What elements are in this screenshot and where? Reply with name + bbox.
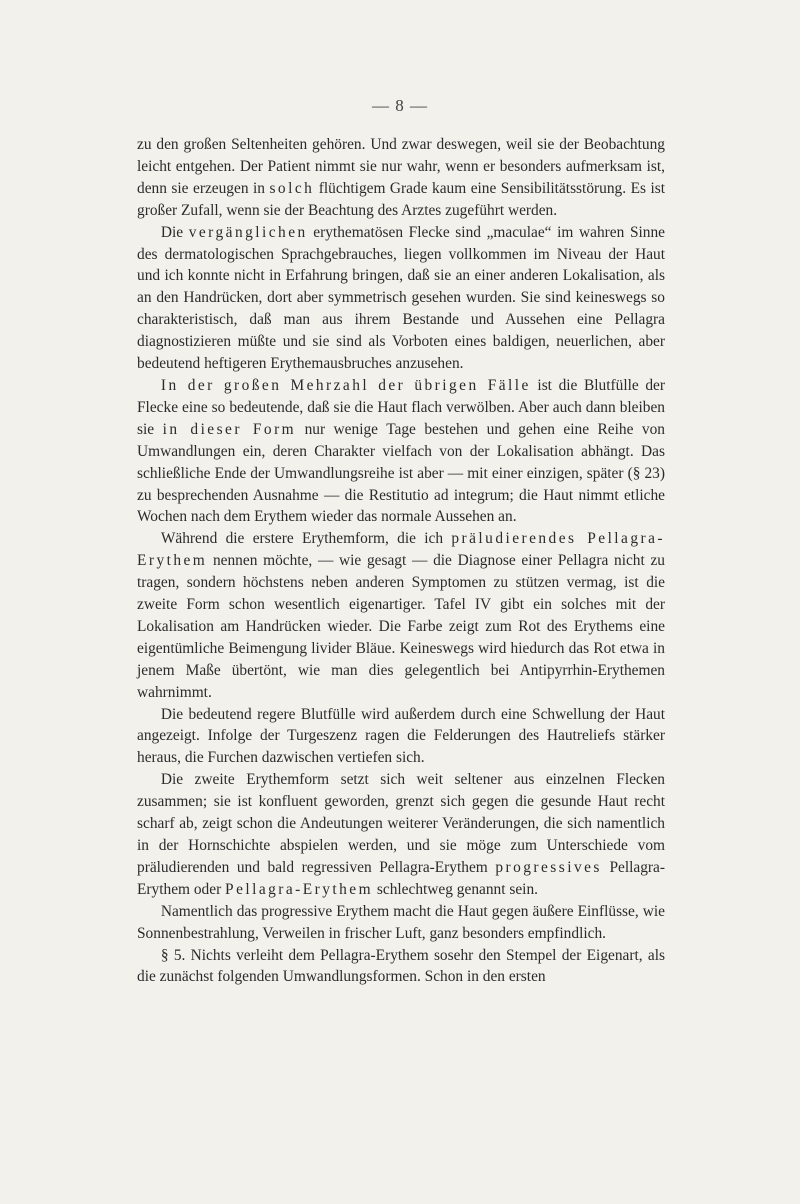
- spaced-emphasis: Pellagra-Erythem: [225, 880, 374, 898]
- paragraph: [137, 528, 665, 703]
- paragraph: [137, 945, 665, 989]
- body-text: [137, 134, 665, 988]
- text-run: Die: [160, 223, 189, 241]
- text-run: Die bedeutend regere Blutfülle wird außerdem durch eine Schwellung der Haut angezeigt. Infolge der Turgeszenz ragen die Felderungen des Hautreliefs stärker heraus, die Furchen dazwischen vertiefen sich.: [137, 705, 665, 767]
- text-run: nur wenige Tage bestehen und gehen eine Reihe von Umwandlungen ein, deren Charakter vielfach von der Lokalisation abhängt. Das schließliche Ende der Umwandlungsreihe ist aber — mit einer einzigen, später (§ 23) zu besprechenden Ausnahme — die Restitutio ad integrum; die Haut nimmt etliche Wochen nach dem Erythem wieder das normale Aussehen an.: [137, 420, 665, 526]
- paragraph: [137, 704, 665, 770]
- spaced-emphasis: in dieser Form: [162, 420, 297, 438]
- spaced-emphasis: vergänglichen: [188, 223, 308, 241]
- paragraph: [137, 769, 665, 900]
- text-run: Die zweite Erythemform setzt sich weit seltener aus einzelnen Flecken zusammen; sie ist konfluent geworden, grenzt sich gegen die gesunde Haut recht scharf ab, zeigt schon die Andeutungen weiterer Veränderungen, die sich namentlich in der Hornschichte abspielen werden, und sie möge zum Unterschiede vom präludierenden und bald regressiven Pellagra-Erythem: [137, 771, 665, 876]
- text-run: nennen möchte, — wie gesagt — die Diagnose einer Pellagra nicht zu tragen, sondern höchstens neben anderen Symptomen zu stützen vermag, ist die zweite Form schon wesentlich eigenartiger. Tafel IV gibt ein solches mit der Lokalisation am Handrücken wieder. Die Farbe zeigt zum Rot des Erythems eine eigentümliche Beimengung livider Bläue. Keineswegs wird hiedurch das Rot etwa in jenem Maße übertönt, wie man dies gelegentlich bei Antipyrrhin-Erythemen wahrnimmt.: [137, 552, 665, 701]
- paragraph: [137, 901, 665, 945]
- text-run: Während die erstere Erythemform, die ich: [160, 530, 452, 548]
- page-number: — 8 —: [372, 96, 428, 115]
- paragraph: [137, 375, 665, 528]
- text-run: Namentlich das progressive Erythem macht die Haut gegen äußere Einflüsse, wie Sonnenbestrahlung, Verweilen in frischer Luft, ganz besonders empfindlich.: [137, 902, 665, 942]
- text-run: flüchtigem Grade kaum eine Sensibilitätsstörung. Es ist großer Zufall, wenn sie der Beachtung des Arztes zugeführt werden.: [137, 179, 665, 219]
- text-run: erythematösen Flecke sind „maculae“ im wahren Sinne des dermatologischen Sprachgebrauches, liegen vollkommen im Niveau der Haut und ich konnte nicht in Erfahrung bringen, daß sie an einer anderen Lokalisation, als an den Handrücken, dort aber symmetrisch gesehen wurden. Sie sind keineswegs so charakteristisch, daß man aus ihrem Bestande und Aussehen eine Pellagra diagnostizieren müßte und sie sind als Vorboten eines baldigen, neuerlichen, aber bedeutend heftigeren Erythemausbruches anzusehen.: [137, 223, 665, 373]
- spaced-emphasis: präludierendes Pellagra-Erythem: [137, 530, 665, 570]
- paragraph: [137, 134, 665, 222]
- text-run: Pellagra-Erythem oder: [137, 858, 665, 898]
- spaced-emphasis: solch: [269, 179, 315, 197]
- text-run: schlechtweg genannt sein.: [373, 880, 538, 898]
- text-run: ist die Blutfülle der Flecke eine so bedeutende, daß sie die Haut flach verwölben. Aber auch dann bleiben sie: [137, 376, 666, 438]
- paragraph: [137, 222, 665, 375]
- text-run: § 5. Nichts verleiht dem Pellagra-Erythem sosehr den Stempel der Eigenart, als die zunächst folgenden Umwandlungsformen. Schon in den ersten: [137, 946, 665, 986]
- text-run: zu den großen Seltenheiten gehören. Und zwar deswegen, weil sie der Beobachtung leicht entgehen. Der Patient nimmt sie nur wahr, wenn er besonders aufmerksam ist, denn sie erzeugen in: [137, 136, 665, 197]
- spaced-emphasis: progressives: [495, 858, 602, 876]
- spaced-emphasis: In der großen Mehrzahl der übrigen Fälle: [160, 376, 531, 394]
